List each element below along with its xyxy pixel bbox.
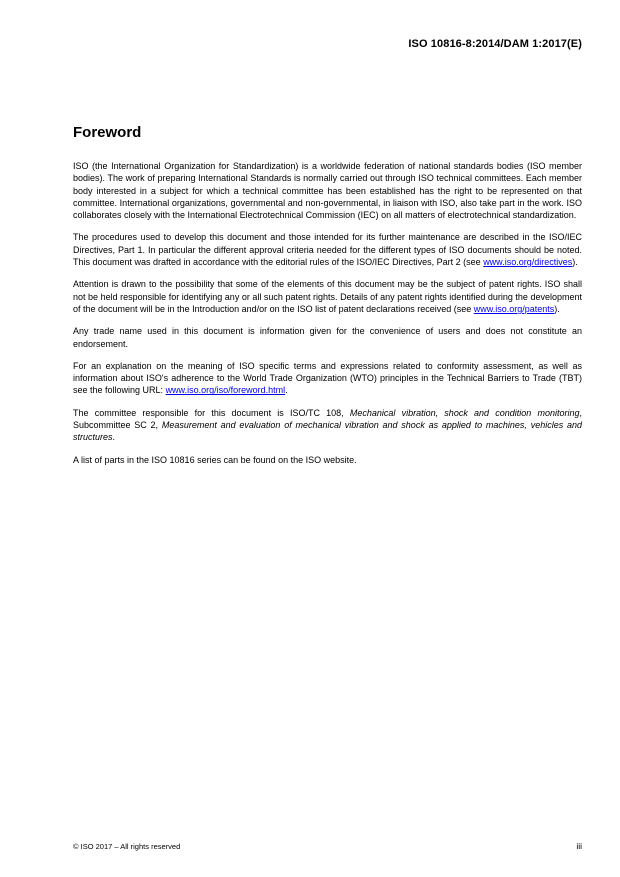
patents-link[interactable]: www.iso.org/patents — [473, 303, 555, 314]
directives-link[interactable]: www.iso.org/directives — [483, 257, 573, 268]
committee-title: Mechanical vibration, shock and condition monitoring — [349, 407, 580, 418]
paragraph-parts-list: A list of parts in the ISO 10816 series can be found on the ISO website. — [73, 454, 357, 465]
foreword-section — [73, 124, 582, 476]
paragraph-trade-name: Any trade name used in this document is information given for the convenience of users and does not constitute an endorsement. — [73, 326, 582, 349]
paragraph-patents-text: Attention is drawn to the possibility that some of the elements of this document may be the subject of patent rights. ISO shall not be held responsible for identifying any or all such patent rights. Details of any patent rights identified during the development of the document will be in the Introduction and/or on the ISO list of patent declarations received (see — [73, 279, 582, 314]
document-id: ISO 10816-8:2014/DAM 1:2017(E) — [408, 38, 582, 50]
paragraph-conformity-text: For an explanation on the meaning of ISO specific terms and expressions related to conformity assessment, as well as information about ISO's adherence to the World Trade Organization (WTO) principles in the Technical Barriers to Trade (TBT) see the following URL: — [73, 360, 582, 396]
paragraph-patents — [73, 278, 582, 315]
foreword-link[interactable]: www.iso.org/iso/foreword.html — [165, 385, 286, 396]
committee-text-1: The committee responsible for this document is ISO/TC 108, — [73, 407, 350, 418]
copyright-notice: © ISO 2017 – All rights reserved — [73, 842, 181, 851]
page-number: iii — [576, 841, 582, 851]
paragraph-conformity-tail: . — [285, 385, 288, 396]
paragraph-procedures-tail: ). — [572, 257, 578, 268]
paragraph-procedures-text: The procedures used to develop this document and those intended for its further maintenance are described in the ISO/IEC Directives, Part 1. In particular the different approval criteria needed for the different types of ISO documents should be noted. This document was drafted in accordance with the editorial rules of the ISO/IEC Directives, Part 2 (see — [73, 232, 582, 268]
paragraph-patents-tail: ). — [554, 303, 560, 314]
paragraph-procedures — [73, 231, 582, 268]
committee-text-3: . — [112, 432, 116, 443]
page-title: Foreword — [73, 124, 142, 141]
subcommittee-title: Measurement and evaluation of mechanical vibration and shock as applied to machines, vehicles and structures — [73, 420, 582, 443]
committee-text-2: , Subcommittee SC 2, — [73, 407, 582, 431]
paragraph-iso-intro: ISO (the International Organization for Standardization) is a worldwide federation of national standards bodies (ISO member bodies). The work of preparing International Standards is normally carried out through ISO technical committees. Each member body interested in a subject for which a technical committee has been established has the right to be represented on that committee. International organizations, governmental and non-governmental, in liaison with ISO, also take part in the work. ISO collaborates closely with the International Electrotechnical Commission (IEC) on all matters of electrotechnical standardization. — [73, 161, 582, 221]
paragraph-committee — [73, 407, 582, 444]
paragraph-conformity — [73, 360, 582, 397]
